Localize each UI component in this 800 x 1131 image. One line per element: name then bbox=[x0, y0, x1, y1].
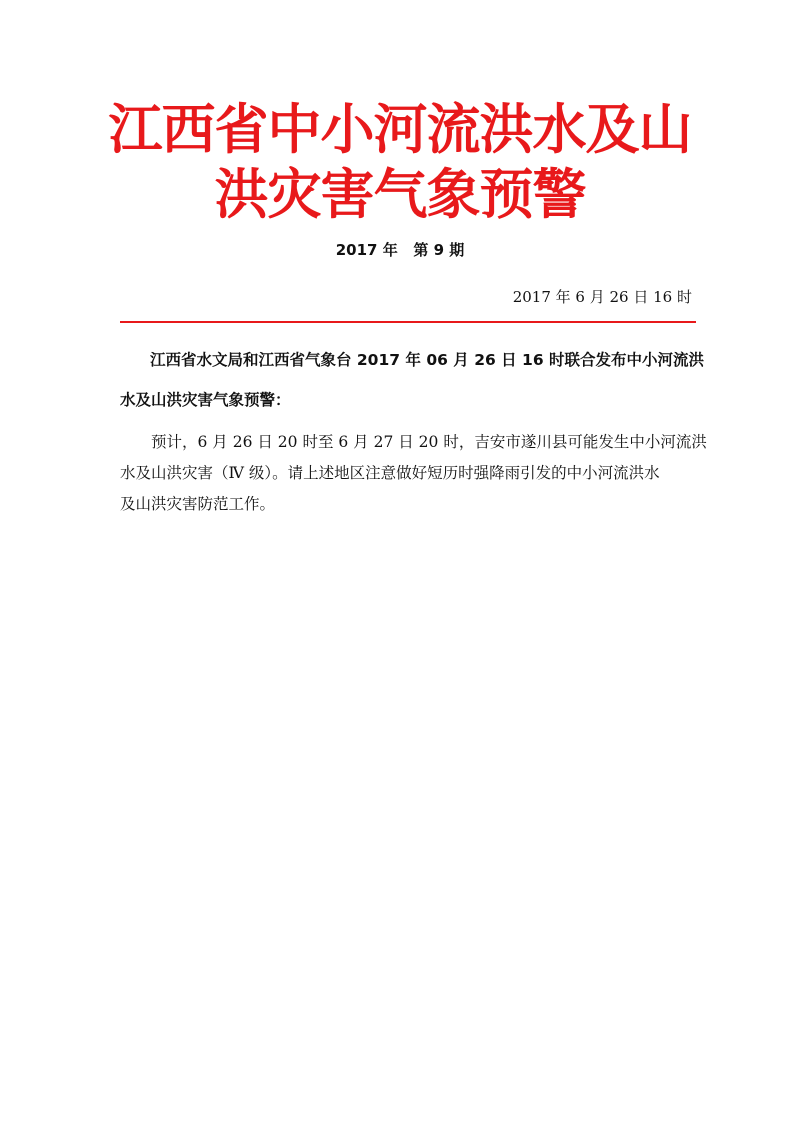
forecast-line: 及山洪灾害防范工作。 bbox=[120, 495, 276, 513]
forecast-line: 预计，6 月 26 日 20 时至 6 月 27 日 20 时，吉安市遂川县可能发生中小河流洪 bbox=[151, 433, 707, 451]
document-title-line2: 洪灾害气象预警 bbox=[214, 163, 586, 226]
issue-date: 2017 年 6 月 26 日 16 时 bbox=[512, 288, 692, 306]
forecast-paragraph bbox=[120, 427, 707, 520]
forecast-line: 水及山洪灾害（Ⅳ 级）。请上述地区注意做好短历时强降雨引发的中小河流洪水 bbox=[120, 464, 660, 482]
issue-number: 2017 年 第 9 期 bbox=[335, 241, 465, 259]
lead-paragraph-line2: 水及山洪灾害气象预警： bbox=[120, 391, 291, 409]
header-divider bbox=[120, 321, 696, 323]
lead-paragraph-line1: 江西省水文局和江西省气象台 2017 年 06 月 26 日 16 时联合发布中小河流洪 bbox=[150, 351, 705, 369]
document-title-line1: 江西省中小河流洪水及山 bbox=[108, 98, 692, 161]
